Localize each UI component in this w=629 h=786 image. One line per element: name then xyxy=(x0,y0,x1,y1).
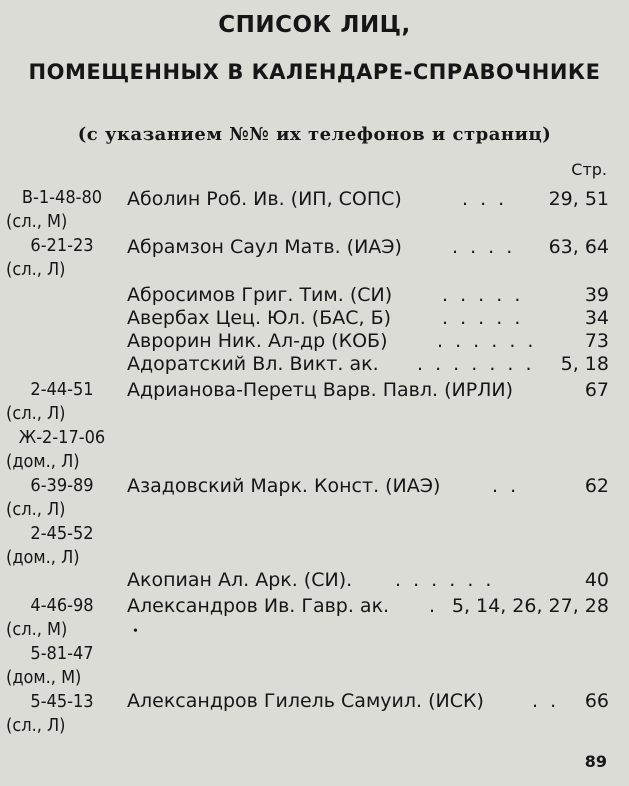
phone-number: Ж-2-17-06 xyxy=(18,427,106,448)
phone-note: (сл., М) xyxy=(6,619,68,640)
phone-number: 2-45-52 xyxy=(30,523,94,544)
person-name: Адоратский Вл. Викт. ак. xyxy=(127,353,379,375)
person-name: Александров Гилель Самуил. (ИСК) xyxy=(127,690,484,712)
phone-number: 5-45-13 xyxy=(30,691,94,712)
title-line-2: ПОМЕЩЕННЫХ В КАЛЕНДАРЕ-СПРАВОЧНИКЕ xyxy=(28,60,601,84)
list-item xyxy=(127,379,609,405)
leader-dots: . . . . . . xyxy=(437,330,537,352)
list-item xyxy=(127,353,609,379)
leader-dots: . . . xyxy=(462,188,508,210)
person-name: Абрамзон Саул Матв. (ИАЭ) xyxy=(127,236,402,258)
page-refs: 5, 18 xyxy=(560,353,609,375)
phone-number: 5-81-47 xyxy=(30,643,94,664)
leader-dots: . . . . . . . xyxy=(417,353,535,375)
phone-note: (дом., Л) xyxy=(6,547,80,568)
phone-number: 6-39-89 xyxy=(30,475,94,496)
leader-dots: . . . . . xyxy=(442,307,524,329)
page-refs: 63, 64 xyxy=(548,236,609,258)
page-refs: 40 xyxy=(584,569,609,591)
list-item xyxy=(127,475,609,501)
page-refs: 62 xyxy=(584,475,609,497)
page-refs: 29, 51 xyxy=(548,188,609,210)
leader-dots: . . . . . . xyxy=(395,569,495,591)
phone-note: (дом., Л) xyxy=(6,451,80,472)
phone-note: (сл., Л) xyxy=(6,259,66,280)
phone-note: (сл., Л) xyxy=(6,499,66,520)
leader-dots: . . xyxy=(532,690,560,712)
person-name: Абросимов Григ. Тим. (СИ) xyxy=(127,284,393,306)
phone-note: (сл., М) xyxy=(6,211,68,232)
page-number: 89 xyxy=(584,752,607,771)
person-name: Адрианова-Перетц Варв. Павл. (ИРЛИ) xyxy=(127,379,514,401)
phone-number: 4-46-98 xyxy=(30,595,94,616)
title-line-1: СПИСОК ЛИЦ, xyxy=(218,12,411,38)
page-refs: 67 xyxy=(584,379,609,401)
person-name: Аболин Роб. Ив. (ИП, СОПС) xyxy=(127,188,402,210)
page-refs: 39 xyxy=(584,284,609,306)
phone-number: 2-44-51 xyxy=(30,379,94,400)
person-name: Азадовский Марк. Конст. (ИАЭ) xyxy=(127,475,441,497)
list-item xyxy=(127,236,609,262)
person-name: Аврорин Ник. Ал-др (КОБ) xyxy=(127,330,388,352)
person-name: Александров Ив. Гавр. ак. xyxy=(127,595,390,617)
page-refs: 34 xyxy=(584,307,609,329)
list-item xyxy=(127,690,609,716)
page-refs: 66 xyxy=(584,690,609,712)
person-name: Авербах Цец. Юл. (БАС, Б) xyxy=(127,307,392,329)
phone-note: (сл., Л) xyxy=(6,403,66,424)
list-item xyxy=(127,569,609,595)
phone-number: 6-21-23 xyxy=(30,235,94,256)
pages-column-header: Стр. xyxy=(571,160,607,179)
list-item xyxy=(127,595,609,621)
ink-dot: • xyxy=(133,624,138,639)
leader-dots: . . xyxy=(492,475,520,497)
list-item xyxy=(127,188,609,214)
person-name: Акопиан Ал. Арк. (СИ). xyxy=(127,569,353,591)
phone-number: В-1-48-80 xyxy=(21,187,103,208)
title-line-3: (с указанием №№ их телефонов и страниц) xyxy=(77,124,552,145)
leader-dots: . . . . . xyxy=(442,284,524,306)
leader-dots: . . . . xyxy=(452,236,516,258)
page-refs: 73 xyxy=(584,330,609,352)
phone-note: (сл., Л) xyxy=(6,715,66,736)
leader-dots: . xyxy=(429,595,439,617)
phone-note: (дом., М) xyxy=(6,667,82,688)
page-refs: 5, 14, 26, 27, 28 xyxy=(451,595,609,617)
